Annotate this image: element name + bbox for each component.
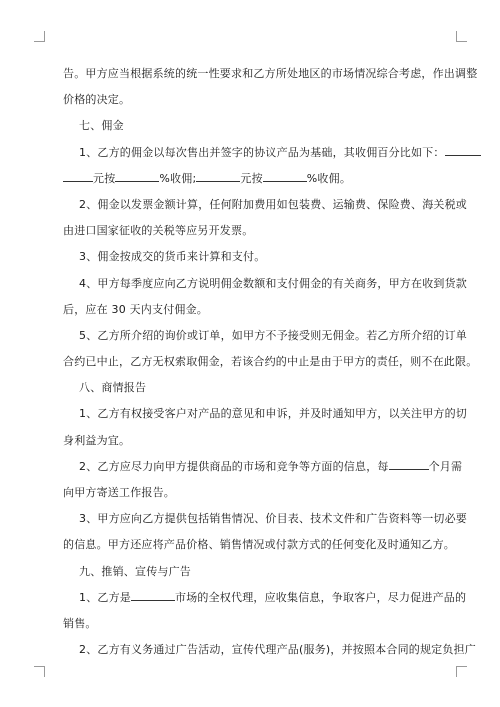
text-line: 3、甲方应向乙方提供包括销售情况、价目表、技术文件和广告资料等一切必要 <box>79 512 467 526</box>
blank-field <box>131 590 175 601</box>
text-line: 4、甲方每季度应向乙方说明佣金数额和支付佣金的有关商务，甲方在收到货款 <box>79 276 467 290</box>
text-segment: 2、乙方应尽力向甲方提供商品的市场和竞争等方面的信息，每 <box>79 459 389 473</box>
text-segment: %收佣。 <box>306 171 352 185</box>
section-heading-market-report: 八、商情报告 <box>79 381 147 395</box>
text-line: 5、乙方所介绍的询价或订单，如甲方不予接受则无佣金。若乙方所介绍的订单 <box>79 328 467 342</box>
crop-mark-bottom-right <box>456 666 467 677</box>
blank-field <box>445 145 481 156</box>
text-line: 向甲方寄送工作报告。 <box>63 486 175 499</box>
text-line <box>63 166 439 192</box>
blank-field <box>263 171 307 182</box>
text-line: 身利益为宜。 <box>63 433 131 447</box>
document-body <box>63 61 478 663</box>
text-line: 的信息。甲方还应将产品价格、销售情况或付款方式的任何变化及时通知乙方。 <box>63 538 455 552</box>
text-line: 后，应在 30 天内支付佣金。 <box>63 302 208 316</box>
text-line <box>63 140 445 166</box>
crop-mark-top-left <box>34 31 45 42</box>
section-heading-promotion: 九、推销、宣传与广告 <box>79 564 191 578</box>
text-line: 销售。 <box>63 616 97 630</box>
text-segment: 市场的全权代理，应收集信息，争取客户，尽力促进产品的 <box>175 590 467 604</box>
text-segment: 1、乙方是 <box>79 590 131 604</box>
text-line: 告。甲方应当根据系统的统一性要求和乙方所处地区的市场情况综合考虑，作出调整 <box>63 67 478 80</box>
blank-field <box>115 171 159 182</box>
text-segment: 元按 <box>93 171 116 185</box>
text-segment: 1、乙方的佣金以每次售出并签字的协议产品为基础，其收佣百分比如下： <box>79 145 445 159</box>
blank-field <box>196 171 240 182</box>
text-line: 合约已中止，乙方无权索取佣金，若该合约的中止是由于甲方的责任，则不在此限。 <box>63 355 478 369</box>
text-segment: 个月需 <box>428 459 463 473</box>
text-line <box>63 454 463 480</box>
text-line: 1、乙方有权接受客户对产品的意见和申诉，并及时通知甲方，以关注甲方的切 <box>79 407 467 421</box>
text-line: 2、佣金以发票金额计算，任何附加费用如包装费、运输费、保险费、海关税或 <box>79 197 467 211</box>
section-heading-commission: 七、佣金 <box>79 119 124 133</box>
text-line: 2、乙方有义务通过广告活动，宣传代理产品(服务)，并按照本合同的规定负担广 <box>79 643 476 657</box>
blank-field <box>389 459 429 470</box>
text-line: 3、佣金按成交的货币来计算和支付。 <box>79 250 266 264</box>
crop-mark-bottom-left <box>34 666 45 677</box>
crop-mark-top-right <box>456 31 467 42</box>
blank-field <box>63 171 93 182</box>
text-line <box>63 585 467 611</box>
text-line: 由进口国家征收的关税等应另开发票。 <box>63 224 254 238</box>
text-segment: 元按 <box>240 171 263 185</box>
text-line: 价格的决定。 <box>63 93 131 107</box>
text-segment: %收佣; <box>159 171 197 185</box>
